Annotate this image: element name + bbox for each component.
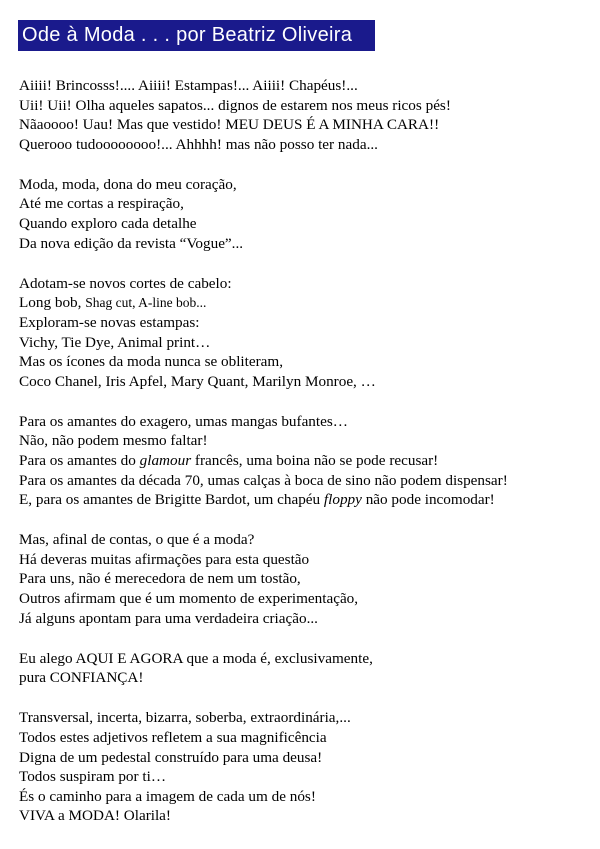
stanza — [19, 175, 589, 253]
stanza — [19, 412, 589, 510]
poem-line — [19, 175, 589, 195]
poem-line — [19, 194, 589, 214]
line-text: Não, não podem mesmo faltar! — [19, 432, 208, 450]
line-text: Aiiii! Brincosss!.... Aiiii! Estampas!... Aiiii! Chapéus!... — [19, 77, 358, 94]
poem-line — [19, 609, 589, 629]
poem-line — [19, 76, 589, 96]
stanza — [19, 530, 589, 628]
line-text: Eu alego AQUI E AGORA que a moda é, exclusivamente, — [19, 649, 373, 667]
poem-line — [19, 490, 589, 510]
line-text: Digna de um pedestal construído para uma deusa! — [19, 748, 323, 766]
line-text: Já alguns apontam para uma verdadeira criação... — [19, 609, 318, 627]
line-text: E, para os amantes de Brigitte Bardot, um chapéu — [19, 491, 324, 509]
line-text: Shag cut, A-line bob... — [85, 295, 207, 311]
stanza — [19, 274, 589, 392]
line-text: Uii! Uii! Olha aqueles sapatos... dignos de estarem nos meus ricos pés! — [19, 96, 451, 114]
line-text: Nãaoooo! Uau! Mas que vestido! MEU DEUS É A MINHA CARA!! — [19, 116, 440, 134]
stanza — [19, 649, 589, 688]
poem-line — [19, 767, 589, 787]
poem-line — [19, 728, 589, 748]
line-text: Há deveras muitas afirmações para esta questão — [19, 550, 310, 568]
line-text: Todos suspiram por ti… — [19, 768, 167, 786]
poem-line — [19, 589, 589, 609]
stanza — [19, 708, 589, 826]
line-text: VIVA a MODA! Olarila! — [19, 807, 171, 825]
line-text: Mas os ícones da moda nunca se obliteram, — [19, 353, 284, 371]
poem-body — [19, 76, 589, 847]
poem-line — [19, 471, 589, 491]
line-text: Da nova edição da revista “Vogue”... — [19, 234, 244, 252]
poem-line — [19, 412, 589, 432]
poem-line — [19, 451, 589, 471]
poem-line — [19, 787, 589, 807]
poem-line — [19, 372, 589, 392]
line-text: Para os amantes da década 70, umas calças à boca de sino não podem dispensar! — [19, 471, 508, 489]
poem-line — [19, 135, 589, 155]
line-text: não pode incomodar! — [361, 491, 495, 509]
poem-line — [19, 293, 589, 313]
line-text: Transversal, incerta, bizarra, soberba, extraordinária,... — [19, 709, 351, 727]
line-text: Coco Chanel, Iris Apfel, Mary Quant, Marilyn Monroe, … — [19, 372, 376, 390]
poem-line — [19, 214, 589, 234]
line-text: Vichy, Tie Dye, Animal print… — [19, 333, 211, 351]
italic-text: floppy — [323, 491, 362, 509]
poem-line — [19, 569, 589, 589]
poem-line — [19, 668, 589, 688]
poem-line — [19, 431, 589, 451]
poem-line — [19, 313, 589, 333]
line-text: Long bob, — [19, 294, 86, 312]
line-text: Adotam-se novos cortes de cabelo: — [19, 274, 232, 292]
line-text: Exploram-se novas estampas: — [19, 313, 200, 331]
italic-text: glamour — [139, 452, 192, 469]
line-text: Moda, moda, dona do meu coração, — [19, 175, 237, 193]
poem-line — [19, 748, 589, 768]
poem-line — [19, 708, 589, 728]
line-text: És o caminho para a imagem de cada um de nós! — [19, 787, 316, 805]
poem-line — [19, 333, 589, 353]
line-text: francês, uma boina não se pode recusar! — [191, 452, 439, 469]
page-title: Ode à Moda . . . por Beatriz Oliveira — [18, 20, 375, 51]
poem-line — [19, 115, 589, 135]
poem-line — [19, 96, 589, 116]
poem-line — [19, 649, 589, 669]
line-text: Outros afirmam que é um momento de experimentação, — [19, 590, 359, 608]
line-text: Mas, afinal de contas, o que é a moda? — [19, 531, 255, 549]
line-text: Todos estes adjetivos refletem a sua magnificência — [19, 729, 327, 747]
line-text: Para uns, não é merecedora de nem um tostão, — [19, 570, 301, 588]
poem-line — [19, 550, 589, 570]
poem-line — [19, 806, 589, 826]
stanza — [19, 76, 589, 154]
poem-line — [19, 274, 589, 294]
line-text: pura CONFIANÇA! — [19, 669, 144, 687]
poem-line — [19, 530, 589, 550]
line-text: Para os amantes do — [19, 452, 140, 469]
line-text: Querooo tudoooooooo!... Ahhhh! mas não posso ter nada... — [19, 135, 378, 153]
line-text: Até me cortas a respiração, — [19, 195, 184, 213]
line-text: Quando exploro cada detalhe — [19, 215, 197, 233]
poem-line — [19, 234, 589, 254]
line-text: Para os amantes do exagero, umas mangas bufantes… — [19, 412, 348, 430]
poem-line — [19, 352, 589, 372]
